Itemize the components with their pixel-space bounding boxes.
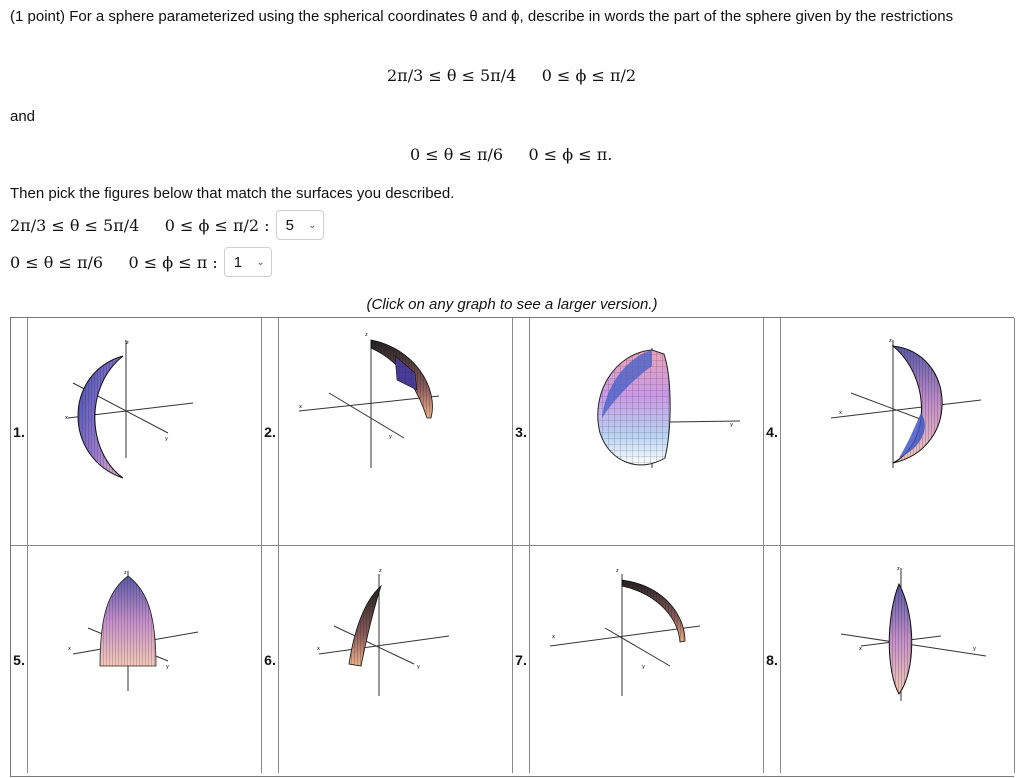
axis-label-z: z	[616, 568, 619, 574]
axis-label-x: x	[859, 646, 862, 652]
figure-number-3: 3.	[513, 318, 530, 545]
axis-label-z: z	[897, 566, 900, 572]
answer-row-2	[10, 247, 272, 277]
and-text: and	[10, 108, 36, 125]
figure-number-4: 4.	[764, 318, 781, 545]
answer-select-1-value: 5	[285, 216, 294, 234]
chevron-down-icon: ⌄	[308, 219, 317, 231]
axis-label-z: z	[124, 570, 127, 576]
question-text: (1 point) For a sphere parameterized using the spherical coordinates θ and ϕ, describe in words the part of the sphere given by the restrictions	[10, 8, 954, 25]
graph-caption: (Click on any graph to see a larger version.)	[366, 296, 658, 313]
figure-number-1: 1.	[11, 318, 28, 545]
axis-label-z: z	[126, 340, 129, 346]
axis-label-x: x	[65, 415, 68, 421]
answer-row-1	[10, 210, 324, 240]
figure-plot-4[interactable]	[781, 318, 1015, 545]
figure-plot-2[interactable]	[279, 318, 513, 545]
figure-number-8: 8.	[764, 546, 781, 773]
figure-plot-1[interactable]	[28, 318, 262, 545]
axis-label-z: z	[889, 338, 892, 344]
figure-number-6: 6.	[262, 546, 279, 773]
figure-cell-7[interactable]	[513, 545, 764, 773]
restriction-equation-1: 2π/3 ≤ θ ≤ 5π/4 0 ≤ ϕ ≤ π/2	[387, 66, 637, 85]
figure-cell-8[interactable]	[764, 545, 1015, 773]
figure-plot-5[interactable]	[28, 546, 262, 773]
axis-label-y: y	[730, 422, 733, 428]
figure-plot-6[interactable]	[279, 546, 513, 773]
axis-label-y: y	[165, 436, 168, 442]
axis-label-y: y	[642, 664, 645, 670]
figure-plot-7[interactable]	[530, 546, 764, 773]
figure-cell-4[interactable]	[764, 318, 1015, 545]
axis-label-x: x	[317, 646, 320, 652]
figure-plot-8[interactable]	[781, 546, 1015, 773]
figure-number-2: 2.	[262, 318, 279, 545]
axis-label-y: y	[389, 434, 392, 440]
figure-cell-2[interactable]	[262, 318, 513, 545]
chevron-down-icon: ⌄	[256, 256, 265, 268]
figure-number-5: 5.	[11, 546, 28, 773]
instruction-text: Then pick the figures below that match the surfaces you described.	[10, 185, 455, 202]
figure-cell-1[interactable]	[11, 318, 262, 545]
axis-label-y: y	[417, 664, 420, 670]
figure-cell-6[interactable]	[262, 545, 513, 773]
figure-plot-3[interactable]	[530, 318, 764, 545]
axis-label-z: z	[379, 568, 382, 574]
axis-label-z: z	[365, 332, 368, 338]
figure-cell-5[interactable]	[11, 545, 262, 773]
answer-label-1: 2π/3 ≤ θ ≤ 5π/4 0 ≤ ϕ ≤ π/2 :	[10, 215, 270, 235]
axis-label-x: x	[68, 646, 71, 652]
axis-label-x: x	[839, 410, 842, 416]
answer-select-2[interactable]	[224, 247, 272, 277]
answer-label-2: 0 ≤ θ ≤ π/6 0 ≤ ϕ ≤ π :	[10, 252, 218, 272]
axis-label-y: y	[973, 646, 976, 652]
answer-select-1[interactable]	[276, 210, 324, 240]
axis-label-x: x	[552, 634, 555, 640]
figure-number-7: 7.	[513, 546, 530, 773]
answer-select-2-value: 1	[233, 253, 243, 271]
axis-label-y: y	[166, 664, 169, 670]
restriction-equation-2: 0 ≤ θ ≤ π/6 0 ≤ ϕ ≤ π.	[410, 145, 613, 164]
figure-cell-3[interactable]	[513, 318, 764, 545]
axis-label-x: x	[299, 404, 302, 410]
figure-grid	[10, 317, 1014, 777]
